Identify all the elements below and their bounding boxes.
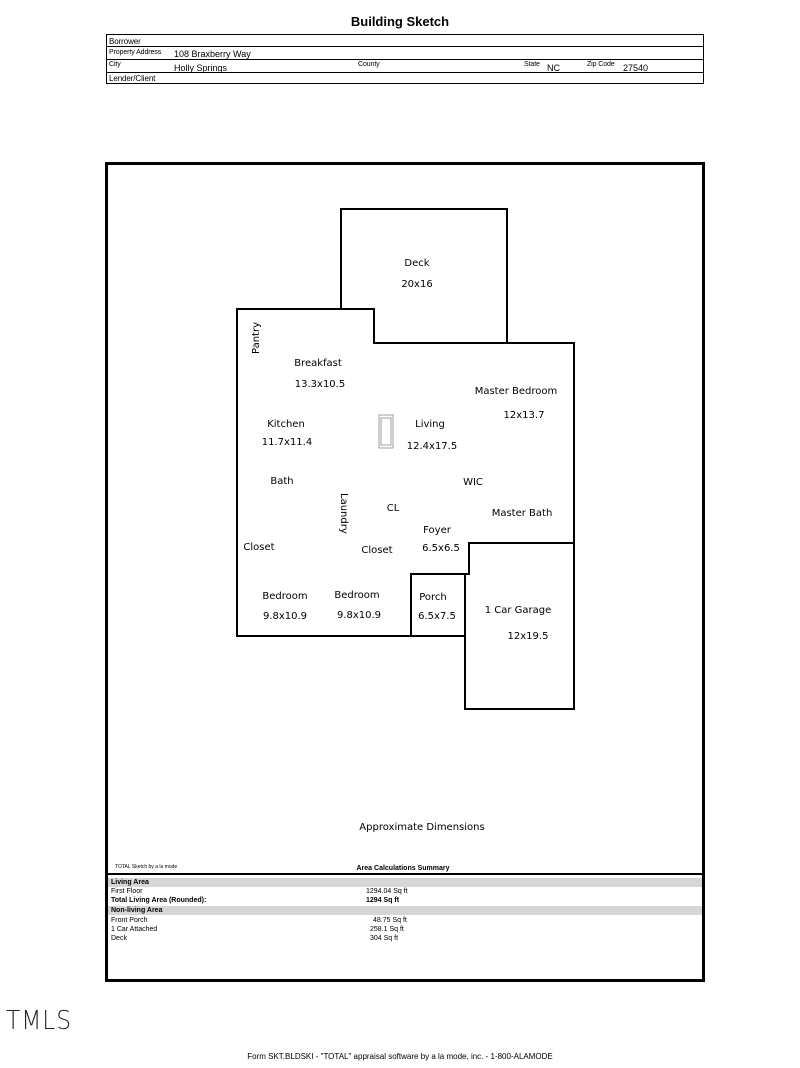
- room-breakfast-dim: 13.3x10.5: [294, 379, 346, 390]
- room-master-bath: Master Bath: [491, 508, 553, 519]
- room-kitchen-dim: 11.7x11.4: [261, 437, 313, 448]
- lender-label: Lender/Client: [109, 74, 156, 83]
- non-living-area-band: [108, 906, 702, 915]
- tmls-logo: TMLS: [6, 1006, 72, 1036]
- page-title: Building Sketch: [350, 14, 450, 29]
- deck-label: Deck: [111, 935, 127, 942]
- borrower-label: Borrower: [109, 37, 141, 46]
- zip-value: 27540: [623, 63, 649, 73]
- front-porch-label: Front Porch: [111, 917, 148, 924]
- approximate-dimensions-note: Approximate Dimensions: [359, 822, 485, 833]
- property-address-value: 108 Braxberry Way: [174, 49, 251, 59]
- garage-outline: [465, 543, 574, 709]
- area-summary-title: Area Calculations Summary: [356, 865, 450, 872]
- room-bedroom-1-dim: 9.8x10.9: [262, 611, 308, 622]
- garage-value: 258.1 Sq ft: [370, 926, 404, 933]
- fireplace-icon: [379, 415, 393, 448]
- city-value: Holly Springs: [174, 63, 228, 73]
- deck-value: 304 Sq ft: [370, 935, 399, 942]
- living-area-heading: Living Area: [111, 879, 149, 886]
- form-footer: Form SKT.BLDSKI - "TOTAL" appraisal software by a la mode, inc. - 1-800-ALAMODE: [247, 1052, 553, 1061]
- room-living-dim: 12.4x17.5: [406, 441, 458, 452]
- state-value: NC: [547, 63, 560, 73]
- property-address-row: [107, 47, 703, 60]
- garage-label: 1 Car Attached: [111, 926, 158, 933]
- first-floor-label: First Floor: [111, 888, 143, 895]
- room-laundry: Laundry: [338, 493, 349, 534]
- sketch-credit: TOTAL Sketch by a la mode: [115, 864, 178, 870]
- porch-outline: [411, 574, 465, 636]
- room-foyer: Foyer: [423, 525, 451, 536]
- room-closet-center: Closet: [361, 545, 393, 556]
- room-garage: 1 Car Garage: [484, 605, 552, 616]
- state-label: State: [524, 61, 540, 68]
- room-bedroom-2-dim: 9.8x10.9: [336, 610, 382, 621]
- room-deck-dim: 20x16: [401, 279, 433, 290]
- borrower-row: [107, 35, 703, 47]
- zip-label: Zip Code: [587, 61, 615, 68]
- room-bedroom-1: Bedroom: [262, 591, 308, 602]
- room-porch-dim: 6.5x7.5: [418, 611, 456, 622]
- room-bedroom-2: Bedroom: [334, 590, 380, 601]
- room-closet-left: Closet: [243, 542, 275, 553]
- room-living: Living: [415, 419, 445, 430]
- city-row: [107, 60, 703, 73]
- room-master-bedroom-dim: 12x13.7: [503, 410, 545, 421]
- front-porch-value: 48.75 Sq ft: [373, 917, 407, 924]
- room-master-bedroom: Master Bedroom: [474, 386, 558, 397]
- county-label: County: [358, 61, 380, 68]
- room-bath: Bath: [270, 476, 294, 487]
- room-breakfast: Breakfast: [294, 358, 342, 369]
- room-cl: CL: [386, 503, 400, 514]
- room-kitchen: Kitchen: [267, 419, 305, 430]
- living-area-band: [108, 878, 702, 887]
- first-floor-value: 1294.04 Sq ft: [366, 888, 408, 895]
- room-wic: WIC: [463, 477, 483, 488]
- room-foyer-dim: 6.5x6.5: [422, 543, 460, 554]
- property-info-table: [106, 34, 704, 84]
- room-deck: Deck: [404, 258, 430, 269]
- house-outline: [237, 309, 574, 636]
- lender-row: [107, 73, 703, 84]
- room-pantry: Pantry: [251, 322, 262, 354]
- total-living-area-value: 1294 Sq ft: [366, 897, 400, 904]
- room-garage-dim: 12x19.5: [507, 631, 549, 642]
- floor-plan-sketch: [105, 162, 705, 982]
- total-living-area-label: Total Living Area (Rounded):: [111, 897, 207, 904]
- property-address-label: Property Address: [109, 49, 162, 56]
- non-living-area-heading: Non-living Area: [111, 907, 163, 914]
- city-label: City: [109, 61, 121, 68]
- deck-outline: [341, 209, 507, 343]
- room-porch: Porch: [419, 592, 447, 603]
